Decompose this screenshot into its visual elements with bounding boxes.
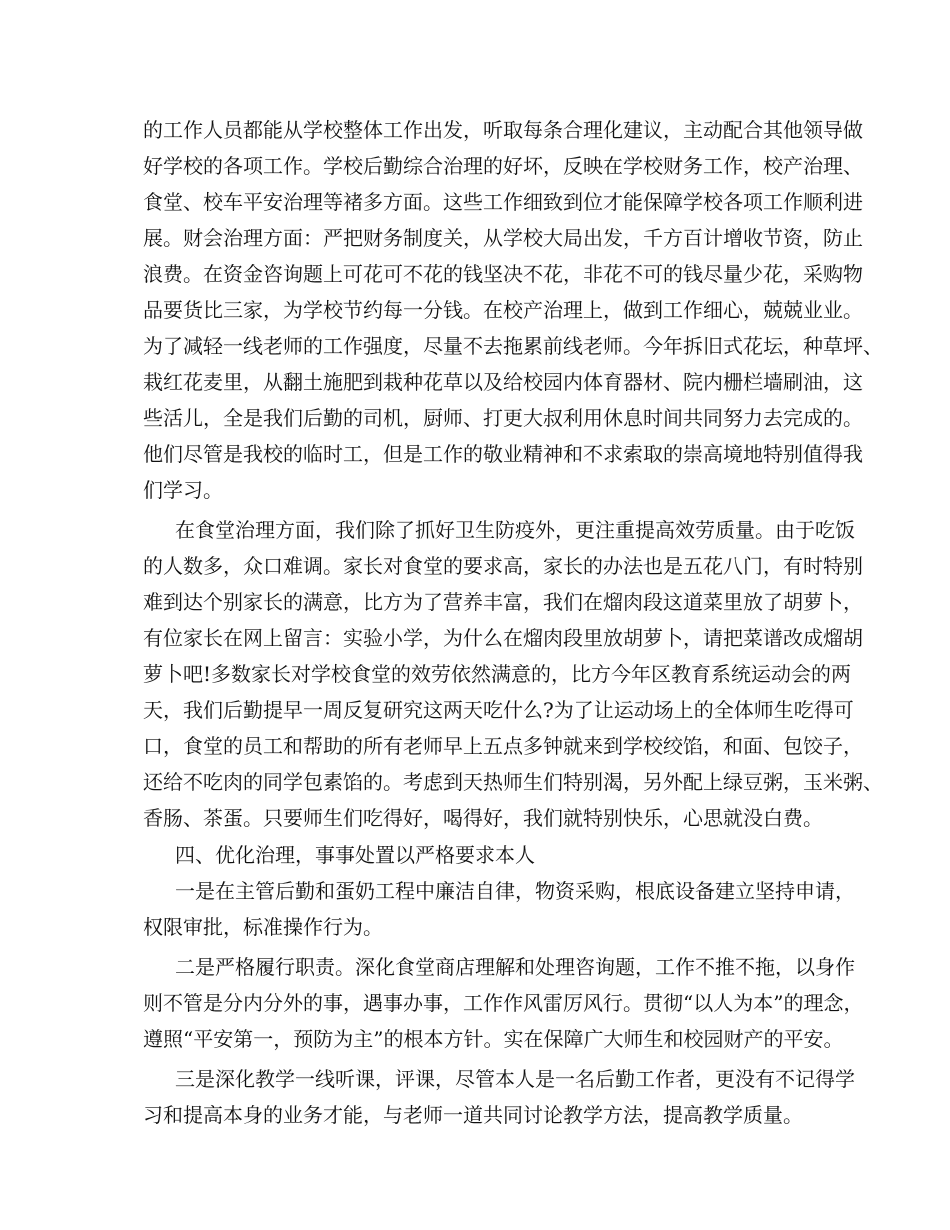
text-line: 香肠、茶蛋。只要师生们吃得好，喝得好，我们就特别快乐，心思就没白费。 bbox=[143, 806, 823, 830]
text-line: 有位家长在网上留言：实验小学，为什么在熘肉段里放胡萝卜，请把菜谱改成熘胡 bbox=[143, 626, 863, 650]
text-line: 的工作人员都能从学校整体工作出发，听取每条合理化建议，主动配合其他领导做 bbox=[143, 118, 863, 142]
text-line: 展。财会治理方面：严把财务制度关，从学校大局出发，千方百计增收节资，防止 bbox=[143, 226, 863, 250]
text-line: 好学校的各项工作。学校后勤综合治理的好坏，反映在学校财务工作，校产治理、 bbox=[143, 154, 863, 178]
text-line: 天，我们后勤提早一周反复研究这两天吃什么?为了让运动场上的全体师生吃得可 bbox=[143, 698, 854, 722]
text-line: 食堂、校车平安治理等褚多方面。这些工作细致到位才能保障学校各项工作顺利进 bbox=[143, 190, 863, 214]
section-heading: 四、优化治理，事事处置以严格要求本人 bbox=[175, 843, 535, 867]
text-line: 习和提高本身的业务才能，与老师一道共同讨论教学方法，提高教学质量。 bbox=[143, 1103, 803, 1127]
paragraph-start-line: 在食堂治理方面，我们除了抓好卫生防疫外，更注重提高效劳质量。由于吃饭 bbox=[175, 518, 855, 542]
paragraph-start-line: 二是严格履行职责。深化食堂商店理解和处理咨询题，工作不推不拖，以身作 bbox=[175, 955, 855, 979]
text-line: 萝卜吧!多数家长对学校食堂的效劳依然满意的，比方今年区教育系统运动会的两 bbox=[143, 662, 852, 686]
text-line: 的人数多，众口难调。家长对食堂的要求高，家长的办法也是五花八门，有时特别 bbox=[143, 554, 863, 578]
text-line: 为了减轻一线老师的工作强度，尽量不去拖累前线老师。今年拆旧式花坛，种草坪、 bbox=[143, 334, 883, 358]
text-line: 则不管是分内分外的事，遇事办事，工作作风雷厉风行。贯彻“以人为本”的理念， bbox=[143, 991, 864, 1015]
text-line: 他们尽管是我校的临时工，但是工作的敬业精神和不求索取的崇高境地特别值得我 bbox=[143, 442, 863, 466]
text-line: 权限审批，标准操作行为。 bbox=[143, 915, 383, 939]
paragraph-start-line: 三是深化教学一线听课，评课，尽管本人是一名后勤工作者，更没有不记得学 bbox=[175, 1067, 855, 1091]
text-line: 们学习。 bbox=[143, 478, 223, 502]
text-line: 口，食堂的员工和帮助的所有老师早上五点多钟就来到学校绞馅，和面、包饺子， bbox=[143, 734, 863, 758]
text-line: 还给不吃肉的同学包素馅的。考虑到天热师生们特别渴，另外配上绿豆粥，玉米粥、 bbox=[143, 770, 883, 794]
paragraph-start-line: 一是在主管后勤和蛋奶工程中廉洁自律，物资采购，根底设备建立坚持申请， bbox=[175, 879, 855, 903]
text-line: 难到达个别家长的满意，比方为了营养丰富，我们在熘肉段这道菜里放了胡萝卜， bbox=[143, 590, 863, 614]
text-line: 品要货比三家，为学校节约每一分钱。在校产治理上，做到工作细心，兢兢业业。 bbox=[143, 298, 863, 322]
text-line: 些活儿，全是我们后勤的司机，厨师、打更大叔利用休息时间共同努力去完成的。 bbox=[143, 406, 863, 430]
text-line: 遵照“平安第一，预防为主”的根本方针。实在保障广大师生和校园财产的平安。 bbox=[143, 1027, 844, 1051]
text-line: 栽红花麦里，从翻土施肥到栽种花草以及给校园内体育器材、院内栅栏墙刷油，这 bbox=[143, 370, 863, 394]
text-line: 浪费。在资金咨询题上可花可不花的钱坚决不花，非花不可的钱尽量少花，采购物 bbox=[143, 262, 863, 286]
